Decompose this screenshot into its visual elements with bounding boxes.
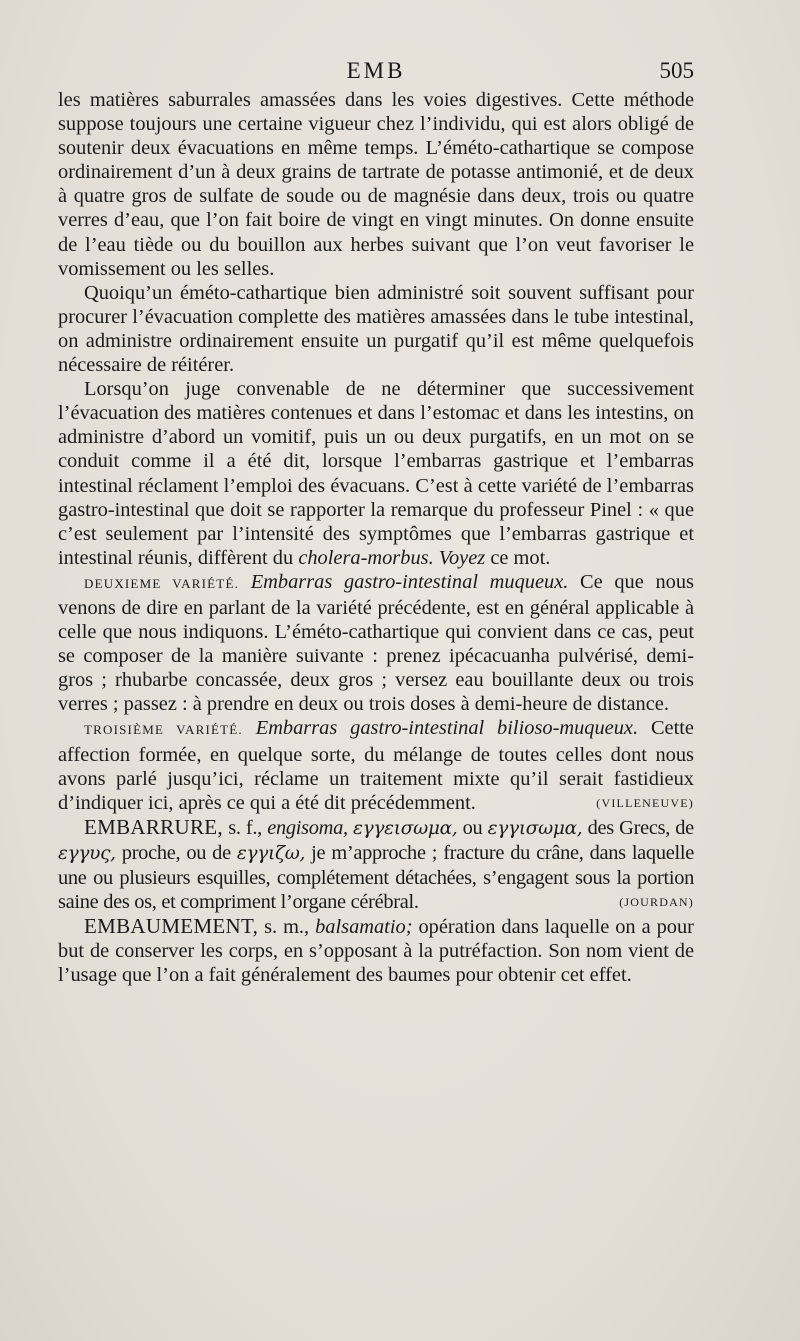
page-number: 505 — [659, 58, 694, 83]
headword-embarrure: EMBARRURE, — [84, 814, 223, 839]
embarrure-text-1: des Grecs, de — [587, 816, 694, 839]
variety-3-title: Embarras gastro-intestinal bilioso-muqueux. — [255, 717, 639, 740]
embarrure-greek-3: εγγυς, — [58, 842, 116, 864]
paragraph-2: Quoiqu’un éméto-cathartique bien administré soit souvent suffisant pour procurer l’évacuation complette des matières amassées dans le tube intestinal, on administre ordinairement ensuite un purgatif qu’il est même quelquefois nécessaire de réitérer. — [58, 281, 694, 377]
embarrure-text-3: je m’approche ; fracture du crâne, dans laquelle une ou plusieurs esquilles, complétement détachées, s’engagent sous la portion saine des os, et compriment l’organe cérébral. — [58, 841, 694, 914]
variety-2-label: DEUXIEME VARIÉTÉ. — [84, 575, 240, 591]
embarrure-or: ou — [462, 816, 483, 839]
author-signature-villeneuve: (VILLENEUVE) — [596, 795, 694, 810]
running-head — [58, 58, 694, 88]
paragraph-5 — [58, 716, 694, 814]
entry-embaumement — [58, 914, 694, 987]
embaumement-grammar: s. m., — [264, 916, 310, 939]
variety-2-text: Ce que nous venons de dire en parlant de la variété précédente, est en général applicable à celle que nous indiquons. L’éméto-cathartique qui convient dans ce cas, peut se composer de la manière suivante : prenez ipécacuanha pulvérisé, demi-gros ; rhubarbe concassée, deux gros ; versez eau bouillante deux ou trois verres ; passez : à prendre en deux ou trois doses à demi-heure de distance. — [58, 570, 694, 716]
embarrure-greek-4: εγγιζω, — [236, 842, 306, 864]
embarrure-grammar: s. f., — [228, 816, 262, 839]
paragraph-4 — [58, 570, 694, 717]
embarrure-latin: engisoma, — [267, 816, 348, 839]
paragraph-3-end: ce mot. — [490, 546, 551, 569]
headword-embaumement: EMBAUMEMENT, — [84, 914, 259, 939]
paragraph-1: les matières saburrales amassées dans les voies digestives. Cette méthode suppose toujours une certaine vigueur chez l’individu, qui est alors obligé de soutenir deux évacuations en même temps. L’éméto-cathartique se compose ordinairement d’un à deux grains de tartrate de potasse antimonié, et de deux à quatre gros de sulfate de soude ou de magnésie dans deux, trois ou quatre verres d’eau, que l’on fait boire de vingt en vingt minutes. On donne ensuite de l’eau tiède ou du bouillon aux herbes suivant que l’on veut favoriser le vomissement ou les selles. — [58, 89, 694, 280]
voyez-reference: Voyez — [438, 546, 486, 569]
variety-2-title: Embarras gastro-intestinal muqueux. — [250, 570, 569, 593]
body-text — [58, 88, 694, 987]
variety-3-label: TROISIÈME VARIÉTÉ. — [84, 722, 243, 738]
embarrure-greek-2: εγγισωμα, — [487, 817, 583, 839]
cholera-morbus-term: cholera-morbus. — [298, 546, 434, 569]
paragraph-3-text: Lorsqu’on juge convenable de ne déterminer que successivement l’évacuation des matières contenues et dans l’estomac et dans les intestins, on administre d’abord un vomitif, puis un ou deux purgatifs, en un mot on se conduit comme il a été dit, lorsque l’embarras gastrique et l’embarras intestinal réclament l’emploi des évacuans. C’est à cette variété de l’embarras gastro-intestinal que doit se rapporter la remarque du professeur Pinel : « que c’est seulement par l’intensité des symptômes que l’embarras gastrique et intestinal réunis, diffèrent du — [58, 378, 694, 569]
embarrure-text-2: proche, ou de — [121, 841, 231, 864]
author-signature-jourdan: (JOURDAN) — [619, 895, 694, 910]
entry-embarrure — [58, 815, 694, 914]
embaumement-text: opération dans laquelle on a pour but de conserver les corps, en s’opposant à la putréfaction. Son nom vient de l’usage que l’on a fait généralement des baumes pour obtenir cet effet. — [58, 916, 694, 987]
variety-3-text: Cette affection formée, en quelque sorte, du mélange de toutes celles dont nous avons parlé jusqu’ici, réclame un traitement mixte qu’il serait fastidieux d’indiquer ici, après ce qui a été dit précédemment. — [58, 717, 694, 814]
embaumement-latin: balsamatio; — [315, 916, 413, 939]
embarrure-greek-1: εγγεισωμα, — [353, 817, 458, 839]
paragraph-3 — [58, 377, 694, 570]
running-head-title: EMB — [346, 58, 406, 83]
